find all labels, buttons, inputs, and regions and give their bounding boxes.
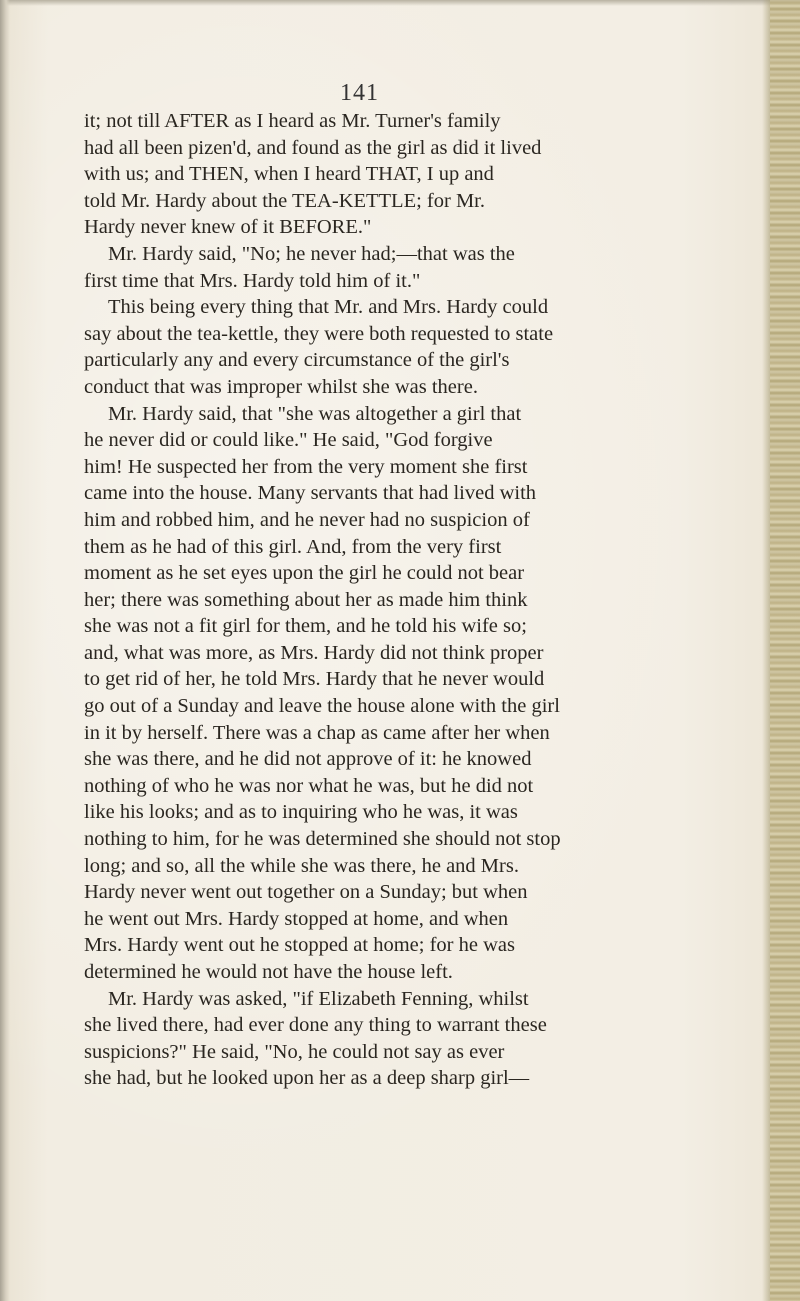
text-line: nothing to him, for he was determined she should not stop (84, 828, 561, 851)
text-line: say about the tea-kettle, they were both requested to state (84, 322, 554, 345)
text-line: go out of a Sunday and leave the house alone with the girl (84, 695, 560, 718)
text-line: them as he had of this girl. And, from the very first (84, 535, 502, 558)
text-line: Mrs. Hardy went out he stopped at home; for he was (84, 934, 515, 957)
body-text (84, 108, 748, 1092)
page-gutter-shadow (0, 0, 10, 1301)
text-line: her; there was something about her as made him think (84, 588, 528, 611)
text-line: first time that Mrs. Hardy told him of it." (84, 269, 421, 292)
text-line: she was not a fit girl for them, and he told his wife so; (84, 615, 527, 638)
text-line: told Mr. Hardy about the TEA-KETTLE; for Mr. (84, 189, 486, 212)
text-line: Mr. Hardy said, "No; he never had;—that was the (108, 242, 515, 265)
text-line: particularly any and every circumstance of the girl's (84, 349, 510, 372)
text-line: moment as he set eyes upon the girl he could not bear (84, 562, 525, 585)
text-line: Mr. Hardy said, that "she was altogether a girl that (108, 402, 522, 425)
text-line: determined he would not have the house left. (84, 961, 453, 983)
text-line: him and robbed him, and he never had no suspicion of (84, 508, 530, 531)
top-shadow (0, 0, 800, 6)
text-line: him! He suspected her from the very moment she first (84, 455, 528, 478)
text-line: it; not till AFTER as I heard as Mr. Turner's family (84, 110, 501, 132)
text-line: with us; and THEN, when I heard THAT, I up and (84, 163, 494, 186)
text-line: suspicions?" He said, "No, he could not say as ever (84, 1040, 505, 1063)
text-line: Hardy never knew of it BEFORE." (84, 216, 372, 239)
text-line: she was there, and he did not approve of it: he knowed (84, 748, 532, 771)
text-line: Hardy never went out together on a Sunday; but when (84, 881, 528, 904)
text-line: she lived there, had ever done any thing to warrant these (84, 1014, 547, 1037)
text-line: nothing of who he was nor what he was, but he did not (84, 774, 534, 797)
text-line: Mr. Hardy was asked, "if Elizabeth Fenning, whilst (108, 987, 529, 1010)
text-line: had all been pizen'd, and found as the girl as did it lived (84, 136, 542, 159)
text-line: long; and so, all the while she was there, he and Mrs. (84, 854, 519, 877)
text-line: he went out Mrs. Hardy stopped at home, and when (84, 907, 509, 930)
text-line: conduct that was improper whilst she was there. (84, 375, 478, 398)
text-line: he never did or could like." He said, "God forgive (84, 429, 493, 452)
page-edge-shadow (762, 0, 770, 1301)
text-line: This being every thing that Mr. and Mrs. Hardy could (108, 296, 549, 319)
text-line: came into the house. Many servants that had lived with (84, 482, 537, 505)
page-number: 141 (340, 80, 379, 106)
text-line: to get rid of her, he told Mrs. Hardy that he never would (84, 668, 545, 691)
page-edge (770, 0, 800, 1301)
text-line: like his looks; and as to inquiring who he was, it was (84, 801, 518, 824)
text-line: in it by herself. There was a chap as came after her when (84, 721, 550, 744)
text-line: she had, but he looked upon her as a deep sharp girl— (84, 1067, 530, 1090)
text-line: and, what was more, as Mrs. Hardy did not think proper (84, 641, 544, 664)
